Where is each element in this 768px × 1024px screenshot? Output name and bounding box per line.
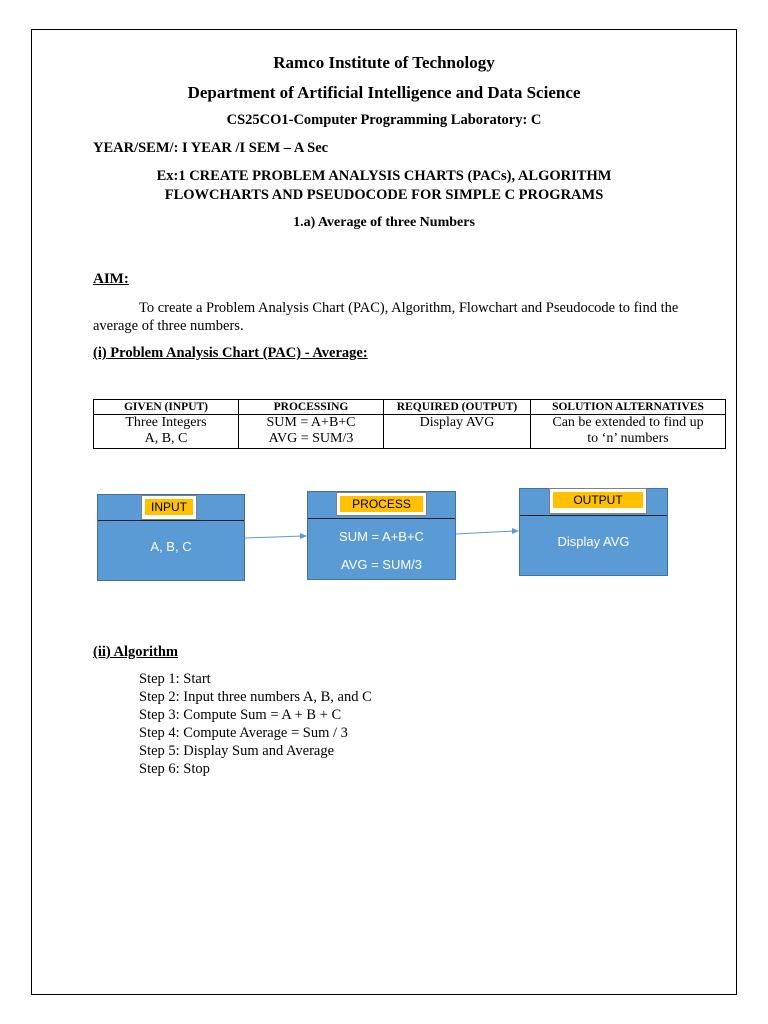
input-box-text: A, B, C	[150, 539, 192, 554]
pac-cell-line: to ‘n’ numbers	[587, 431, 669, 446]
algorithm-step: Step 2: Input three numbers A, B, and C	[139, 689, 372, 705]
algorithm-heading: (ii) Algorithm	[93, 644, 178, 660]
output-label-text: OUTPUT	[553, 492, 643, 508]
process-label	[336, 492, 427, 516]
year-sem: YEAR/SEM/: I YEAR /I SEM – A Sec	[93, 140, 329, 156]
arrow-head-process-output	[512, 528, 519, 534]
pac-column-header: GIVEN (INPUT)	[94, 400, 239, 415]
process-label-text: PROCESS	[340, 496, 423, 512]
output-box-text: Display AVG	[557, 534, 630, 549]
output-box-divider	[520, 515, 667, 516]
algorithm-step: Step 3: Compute Sum = A + B + C	[139, 707, 342, 723]
pac-cell-line: Display AVG	[419, 415, 495, 430]
algorithm-step: Step 6: Stop	[139, 761, 210, 777]
aim-text-content: To create a Problem Analysis Chart (PAC), Algorithm, Flowchart and Pseudocode to find the average of three numbers.	[93, 300, 679, 334]
aim-heading: AIM:	[93, 271, 129, 287]
institution-title: Ramco Institute of Technology	[273, 53, 495, 72]
pac-cell-line: Three Integers	[125, 415, 207, 430]
arrow-process-to-output	[456, 531, 515, 534]
pac-column-header: SOLUTION ALTERNATIVES	[531, 400, 726, 415]
algorithm-step: Step 1: Start	[139, 671, 211, 687]
arrow-input-to-process	[245, 536, 303, 538]
pac-heading: (i) Problem Analysis Chart (PAC) - Average:	[93, 345, 368, 361]
exercise-title-line1: Ex:1 CREATE PROBLEM ANALYSIS CHARTS (PACs), ALGORITHM	[156, 168, 612, 184]
pac-cell-line: AVG = SUM/3	[268, 431, 354, 446]
process-line-avg: AVG = SUM/3	[340, 557, 423, 572]
input-label-text: INPUT	[145, 499, 193, 515]
exercise-title-line2: FLOWCHARTS AND PSEUDOCODE FOR SIMPLE C PROGRAMS	[164, 187, 604, 203]
algorithm-step: Step 5: Display Sum and Average	[139, 743, 335, 759]
exercise-subtitle: 1.a) Average of three Numbers	[293, 215, 475, 230]
output-label	[549, 488, 647, 514]
pac-cell-line: SUM = A+B+C	[266, 415, 356, 430]
arrow-head-input-process	[300, 533, 307, 539]
pac-column-header: PROCESSING	[239, 400, 384, 415]
course-title: CS25CO1-Computer Programming Laboratory: C	[226, 112, 542, 128]
department-title: Department of Artificial Intelligence and Data Science	[187, 83, 581, 102]
algorithm-step: Step 4: Compute Average = Sum / 3	[139, 725, 348, 741]
pac-cell-line: A, B, C	[144, 431, 188, 446]
pac-column-header: REQUIRED (OUTPUT)	[384, 400, 531, 415]
process-line-sum: SUM = A+B+C	[339, 529, 424, 544]
pac-cell-line: Can be extended to find up	[552, 415, 704, 430]
process-box-divider	[308, 518, 455, 519]
